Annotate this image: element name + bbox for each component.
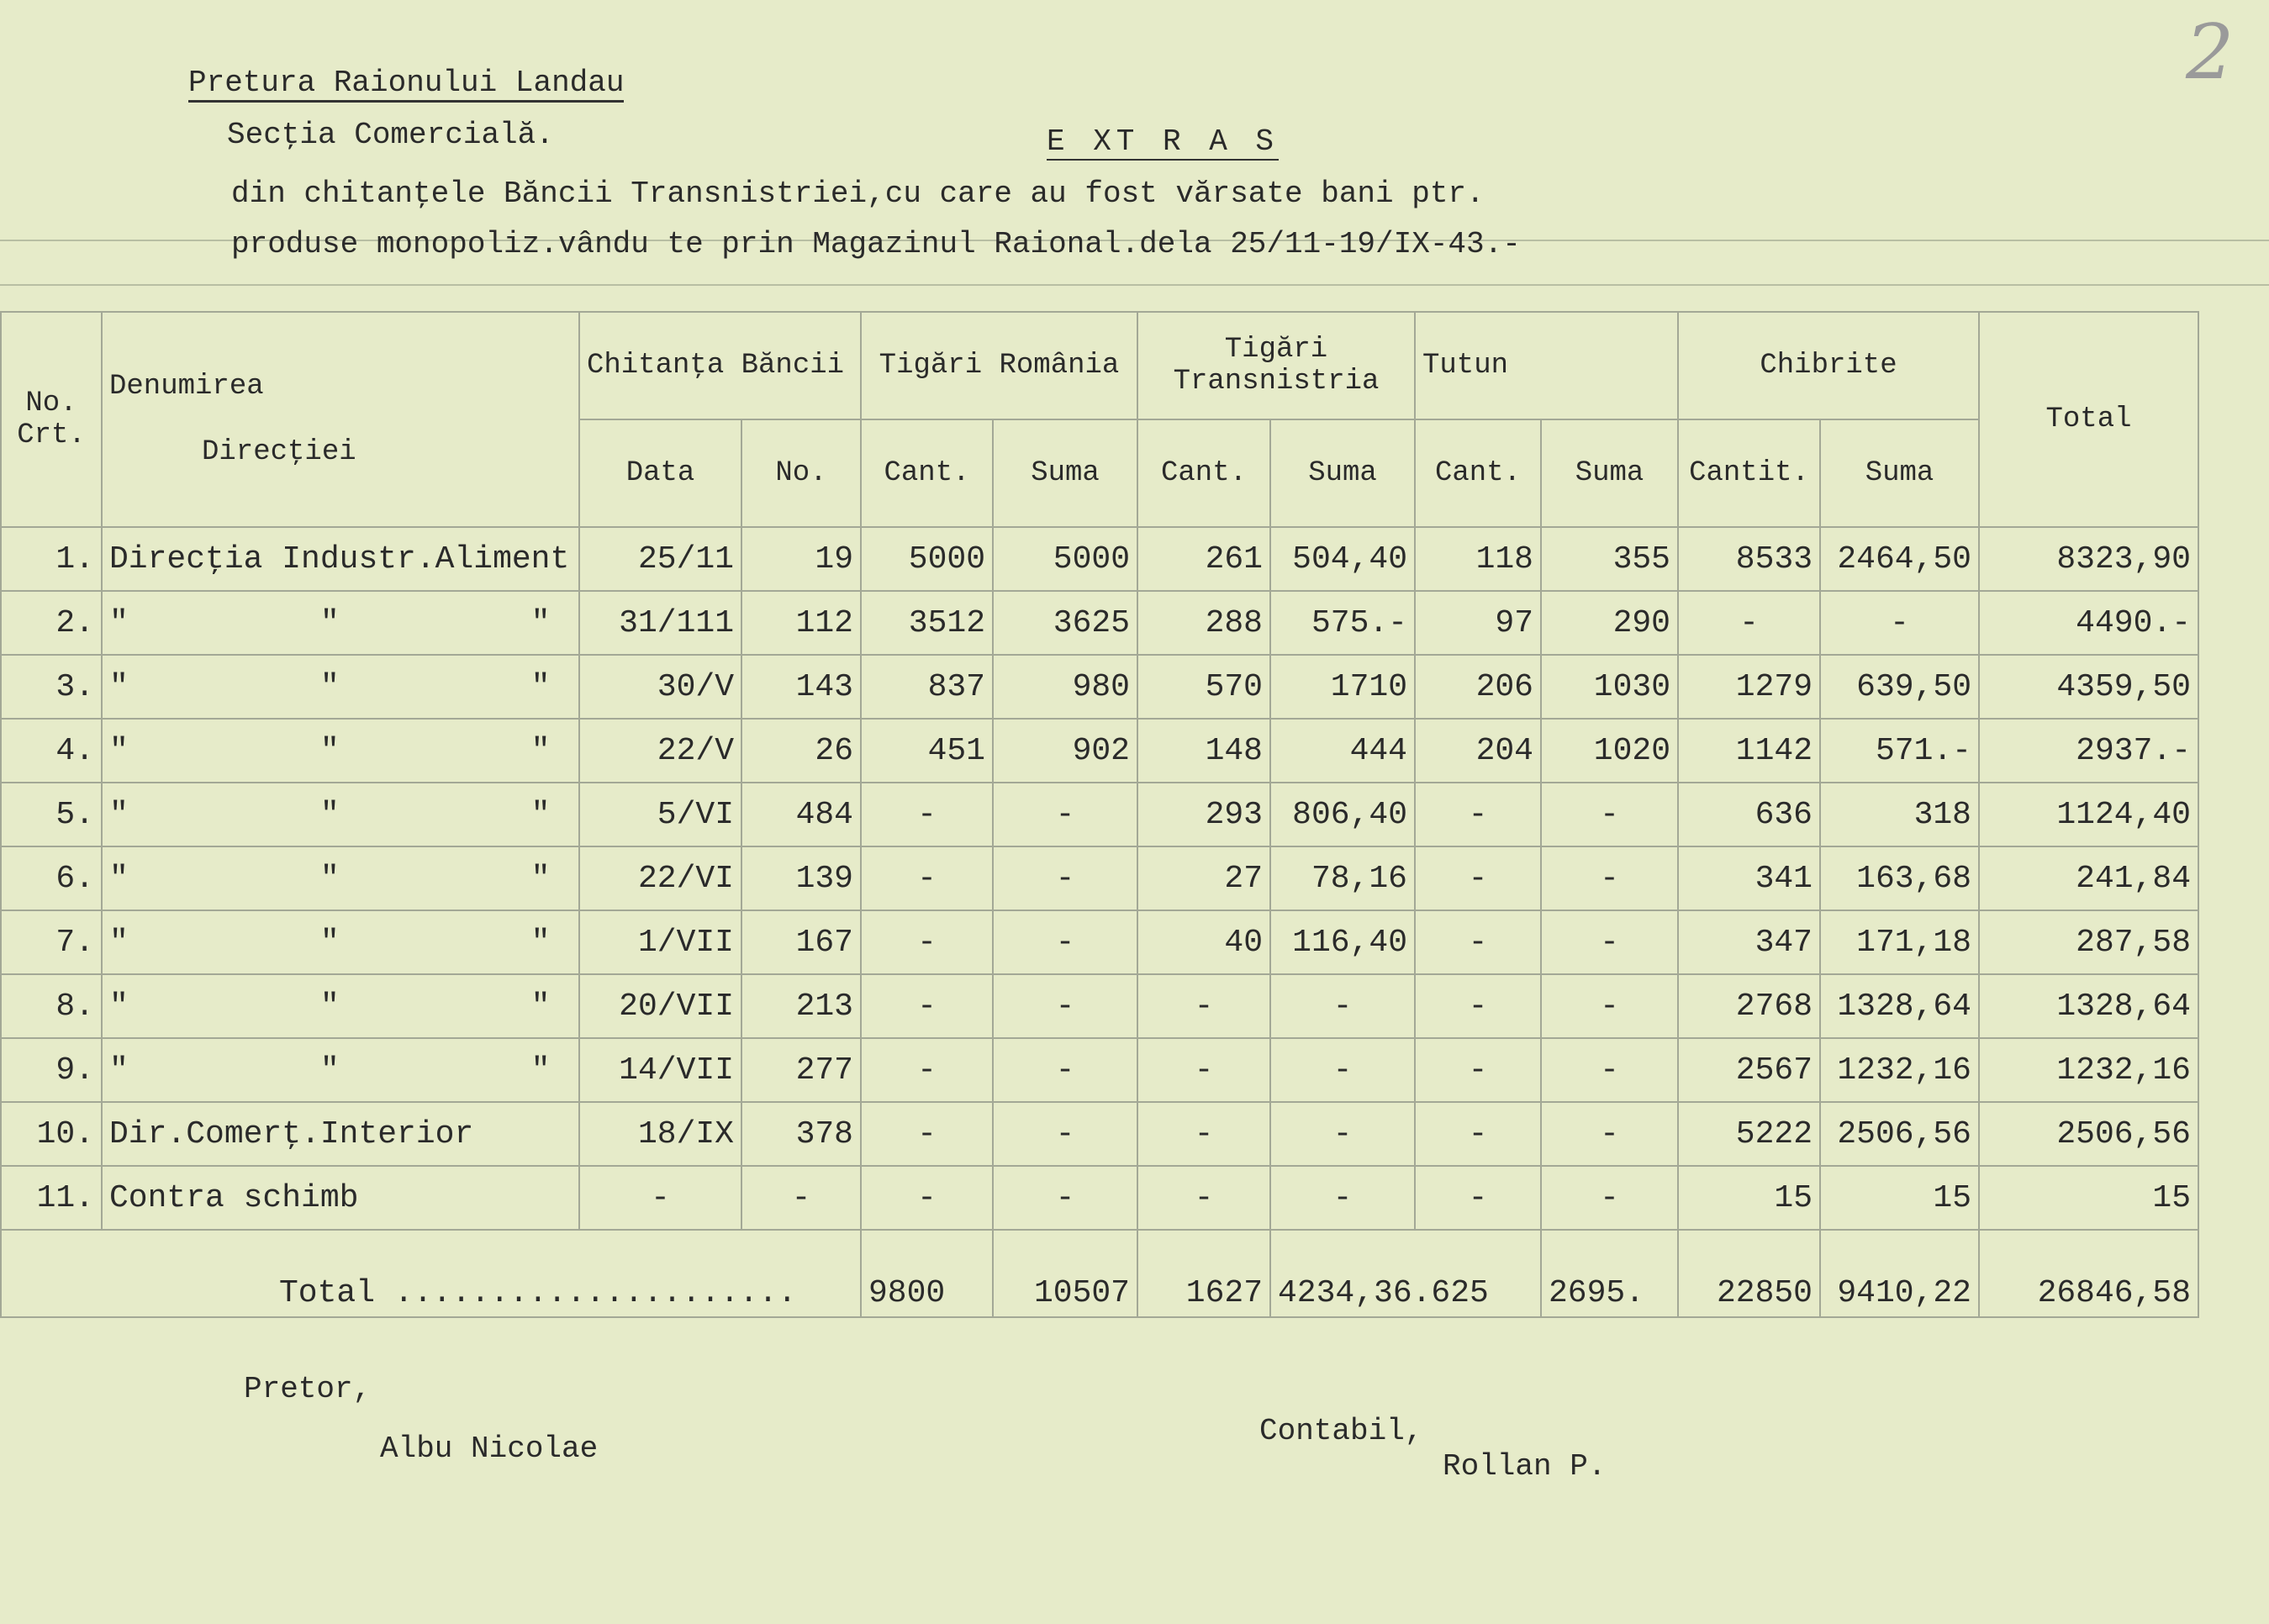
ch-cant: 1142 [1678, 719, 1820, 783]
receipt-no: 139 [741, 846, 861, 910]
direction-name: Contra schimb [102, 1166, 579, 1230]
tt-cant: - [1137, 1166, 1270, 1230]
receipt-no: 19 [741, 527, 861, 591]
col-tt-cant: Cant. [1137, 419, 1270, 527]
ch-cant: 8533 [1678, 527, 1820, 591]
ch-suma: 571.- [1820, 719, 1979, 783]
table-row [1, 1038, 2198, 1102]
row-number: 3. [1, 655, 102, 719]
ch-suma: 639,50 [1820, 655, 1979, 719]
row-number: 1. [1, 527, 102, 591]
receipt-no: 277 [741, 1038, 861, 1102]
tr-cant: 837 [861, 655, 993, 719]
receipt-date: - [579, 1166, 741, 1230]
tu-cant: 97 [1415, 591, 1541, 655]
row-total: 4490.- [1979, 591, 2198, 655]
total-tr-cant: 9800 [861, 1230, 993, 1317]
row-total: 241,84 [1979, 846, 2198, 910]
contabil-title: Contabil, [1259, 1414, 1423, 1448]
direction-name: " " " [102, 591, 579, 655]
tu-suma: 290 [1541, 591, 1678, 655]
tt-suma: 78,16 [1270, 846, 1415, 910]
row-total: 2506,56 [1979, 1102, 2198, 1166]
row-number: 10. [1, 1102, 102, 1166]
tt-cant: 293 [1137, 783, 1270, 846]
total-ch-cant: 22850 [1678, 1230, 1820, 1317]
col-tt-suma: Suma [1270, 419, 1415, 527]
tr-cant: - [861, 783, 993, 846]
row-number: 4. [1, 719, 102, 783]
tu-cant: - [1415, 783, 1541, 846]
row-total: 8323,90 [1979, 527, 2198, 591]
tt-cant: 261 [1137, 527, 1270, 591]
table-row [1, 1166, 2198, 1230]
tu-cant: 118 [1415, 527, 1541, 591]
tt-cant: - [1137, 1038, 1270, 1102]
tr-suma: - [993, 974, 1137, 1038]
tr-suma: 3625 [993, 591, 1137, 655]
ch-suma: 163,68 [1820, 846, 1979, 910]
tu-suma: - [1541, 1038, 1678, 1102]
tt-suma: 806,40 [1270, 783, 1415, 846]
table-row [1, 974, 2198, 1038]
tr-suma: - [993, 846, 1137, 910]
document-title: E XT R A S [1047, 124, 1280, 159]
table-row [1, 719, 2198, 783]
table-row [1, 527, 2198, 591]
total-tt-cant: 1627 [1137, 1230, 1270, 1317]
ch-suma: 2506,56 [1820, 1102, 1979, 1166]
subtitle-line-2: produse monopoliz.vându te prin Magazinul Raional.dela 25/11-19/IX-43.- [231, 227, 1521, 261]
col-chitanta: Chitanţa Băncii [579, 312, 861, 419]
tt-suma: 444 [1270, 719, 1415, 783]
tu-suma: - [1541, 846, 1678, 910]
tu-cant: - [1415, 910, 1541, 974]
table-row [1, 783, 2198, 846]
col-no: No. [741, 419, 861, 527]
tt-suma: - [1270, 1038, 1415, 1102]
tt-cant: 288 [1137, 591, 1270, 655]
ch-suma: 1328,64 [1820, 974, 1979, 1038]
receipt-no: 167 [741, 910, 861, 974]
row-number: 8. [1, 974, 102, 1038]
tu-suma: - [1541, 1166, 1678, 1230]
tr-suma: - [993, 1102, 1137, 1166]
tu-cant: - [1415, 1102, 1541, 1166]
row-total: 1328,64 [1979, 974, 2198, 1038]
tt-suma: 575.- [1270, 591, 1415, 655]
tt-suma: - [1270, 1166, 1415, 1230]
col-chibrite: Chibrite [1678, 312, 1979, 419]
receipt-no: 112 [741, 591, 861, 655]
col-total: Total [1979, 312, 2198, 527]
ch-cant: 341 [1678, 846, 1820, 910]
col-tr-suma: Suma [993, 419, 1137, 527]
tt-cant: 148 [1137, 719, 1270, 783]
row-number: 5. [1, 783, 102, 846]
tr-cant: - [861, 974, 993, 1038]
ch-suma: 318 [1820, 783, 1979, 846]
pretor-name: Albu Nicolae [380, 1432, 599, 1466]
receipt-date: 22/V [579, 719, 741, 783]
tt-cant: - [1137, 1102, 1270, 1166]
direction-name: " " " [102, 846, 579, 910]
col-ch-cant: Cantit. [1678, 419, 1820, 527]
total-tu-suma: 2695. [1541, 1230, 1678, 1317]
tr-suma: - [993, 1166, 1137, 1230]
tu-suma: 1030 [1541, 655, 1678, 719]
row-number: 11. [1, 1166, 102, 1230]
totals-row [1, 1230, 2198, 1317]
total-tr-suma: 10507 [993, 1230, 1137, 1317]
direction-name: " " " [102, 783, 579, 846]
ch-suma: 1232,16 [1820, 1038, 1979, 1102]
tt-cant: 570 [1137, 655, 1270, 719]
direction-name: Direcţia Industr.Aliment [102, 527, 579, 591]
col-tu-suma: Suma [1541, 419, 1678, 527]
col-tigari-transnistria: Tigări Transnistria [1137, 312, 1415, 419]
tr-cant: 5000 [861, 527, 993, 591]
tu-cant: - [1415, 846, 1541, 910]
direction-name: " " " [102, 655, 579, 719]
tt-cant: - [1137, 974, 1270, 1038]
table-row [1, 591, 2198, 655]
row-total: 1232,16 [1979, 1038, 2198, 1102]
col-tutun: Tutun [1415, 312, 1678, 419]
receipt-date: 25/11 [579, 527, 741, 591]
pretor-title: Pretor, [244, 1372, 372, 1406]
tr-cant: - [861, 1102, 993, 1166]
col-tr-cant: Cant. [861, 419, 993, 527]
ch-cant: - [1678, 591, 1820, 655]
extract-table [0, 311, 2199, 1318]
tu-cant: - [1415, 974, 1541, 1038]
subtitle-line-1: din chitanţele Băncii Transnistriei,cu care au fost vărsate bani ptr. [231, 177, 1485, 211]
tr-cant: - [861, 1166, 993, 1230]
tu-cant: 204 [1415, 719, 1541, 783]
table-row [1, 1102, 2198, 1166]
tr-suma: 5000 [993, 527, 1137, 591]
tu-cant: - [1415, 1038, 1541, 1102]
tt-suma: 504,40 [1270, 527, 1415, 591]
tr-suma: - [993, 910, 1137, 974]
receipt-no: 143 [741, 655, 861, 719]
col-tu-cant: Cant. [1415, 419, 1541, 527]
tu-suma: 355 [1541, 527, 1678, 591]
tr-suma: - [993, 1038, 1137, 1102]
ch-cant: 2567 [1678, 1038, 1820, 1102]
page-number: 2 [2186, 8, 2235, 97]
ch-suma: - [1820, 591, 1979, 655]
ch-cant: 2768 [1678, 974, 1820, 1038]
section-name: Secţia Comercială. [227, 118, 554, 152]
ch-suma: 15 [1820, 1166, 1979, 1230]
tu-suma: - [1541, 783, 1678, 846]
row-number: 6. [1, 846, 102, 910]
row-total: 15 [1979, 1166, 2198, 1230]
tr-cant: 3512 [861, 591, 993, 655]
table-row [1, 910, 2198, 974]
office-name: Pretura Raionului Landau [188, 66, 624, 103]
col-denumirea-label: Denumirea [109, 371, 264, 403]
receipt-date: 31/111 [579, 591, 741, 655]
tt-suma: 116,40 [1270, 910, 1415, 974]
tt-cant: 27 [1137, 846, 1270, 910]
direction-name: " " " [102, 719, 579, 783]
tu-cant: 206 [1415, 655, 1541, 719]
tu-suma: - [1541, 910, 1678, 974]
tr-cant: - [861, 910, 993, 974]
tr-suma: 902 [993, 719, 1137, 783]
tr-suma: 980 [993, 655, 1137, 719]
col-data: Data [579, 419, 741, 527]
receipt-date: 18/IX [579, 1102, 741, 1166]
receipt-date: 14/VII [579, 1038, 741, 1102]
ch-cant: 15 [1678, 1166, 1820, 1230]
ch-cant: 636 [1678, 783, 1820, 846]
table-row [1, 846, 2198, 910]
receipt-no: 378 [741, 1102, 861, 1166]
ch-cant: 5222 [1678, 1102, 1820, 1166]
tt-suma: - [1270, 974, 1415, 1038]
tr-cant: - [861, 1038, 993, 1102]
col-denumirea [102, 312, 579, 527]
col-ch-suma: Suma [1820, 419, 1979, 527]
ch-suma: 2464,50 [1820, 527, 1979, 591]
receipt-no: 484 [741, 783, 861, 846]
table-row [1, 655, 2198, 719]
tu-cant: - [1415, 1166, 1541, 1230]
direction-name: Dir.Comerţ.Interior [102, 1102, 579, 1166]
row-total: 1124,40 [1979, 783, 2198, 846]
row-number: 9. [1, 1038, 102, 1102]
totals-label: Total ..................... [1, 1230, 861, 1317]
tr-suma: - [993, 783, 1137, 846]
receipt-date: 1/VII [579, 910, 741, 974]
ch-cant: 347 [1678, 910, 1820, 974]
grand-total: 26846,58 [1979, 1230, 2198, 1317]
tr-cant: - [861, 846, 993, 910]
tu-suma: - [1541, 1102, 1678, 1166]
receipt-date: 5/VI [579, 783, 741, 846]
row-total: 2937.- [1979, 719, 2198, 783]
tt-suma: 1710 [1270, 655, 1415, 719]
row-total: 4359,50 [1979, 655, 2198, 719]
direction-name: " " " [102, 910, 579, 974]
direction-name: " " " [102, 1038, 579, 1102]
row-total: 287,58 [1979, 910, 2198, 974]
ch-suma: 171,18 [1820, 910, 1979, 974]
direction-name: " " " [102, 974, 579, 1038]
tt-suma: - [1270, 1102, 1415, 1166]
tt-cant: 40 [1137, 910, 1270, 974]
receipt-date: 20/VII [579, 974, 741, 1038]
tu-suma: - [1541, 974, 1678, 1038]
total-tt-suma-tu-cant: 4234,36.625 [1270, 1230, 1541, 1317]
receipt-date: 30/V [579, 655, 741, 719]
receipt-date: 22/VI [579, 846, 741, 910]
col-no-crt: No. Crt. [1, 312, 102, 527]
col-directiei-label: Direcţiei [202, 436, 356, 468]
tr-cant: 451 [861, 719, 993, 783]
contabil-name: Rollan P. [1443, 1449, 1607, 1484]
receipt-no: - [741, 1166, 861, 1230]
row-number: 2. [1, 591, 102, 655]
row-number: 7. [1, 910, 102, 974]
ch-cant: 1279 [1678, 655, 1820, 719]
col-tigari-romania: Tigări România [861, 312, 1137, 419]
receipt-no: 26 [741, 719, 861, 783]
receipt-no: 213 [741, 974, 861, 1038]
tu-suma: 1020 [1541, 719, 1678, 783]
total-ch-suma: 9410,22 [1820, 1230, 1979, 1317]
